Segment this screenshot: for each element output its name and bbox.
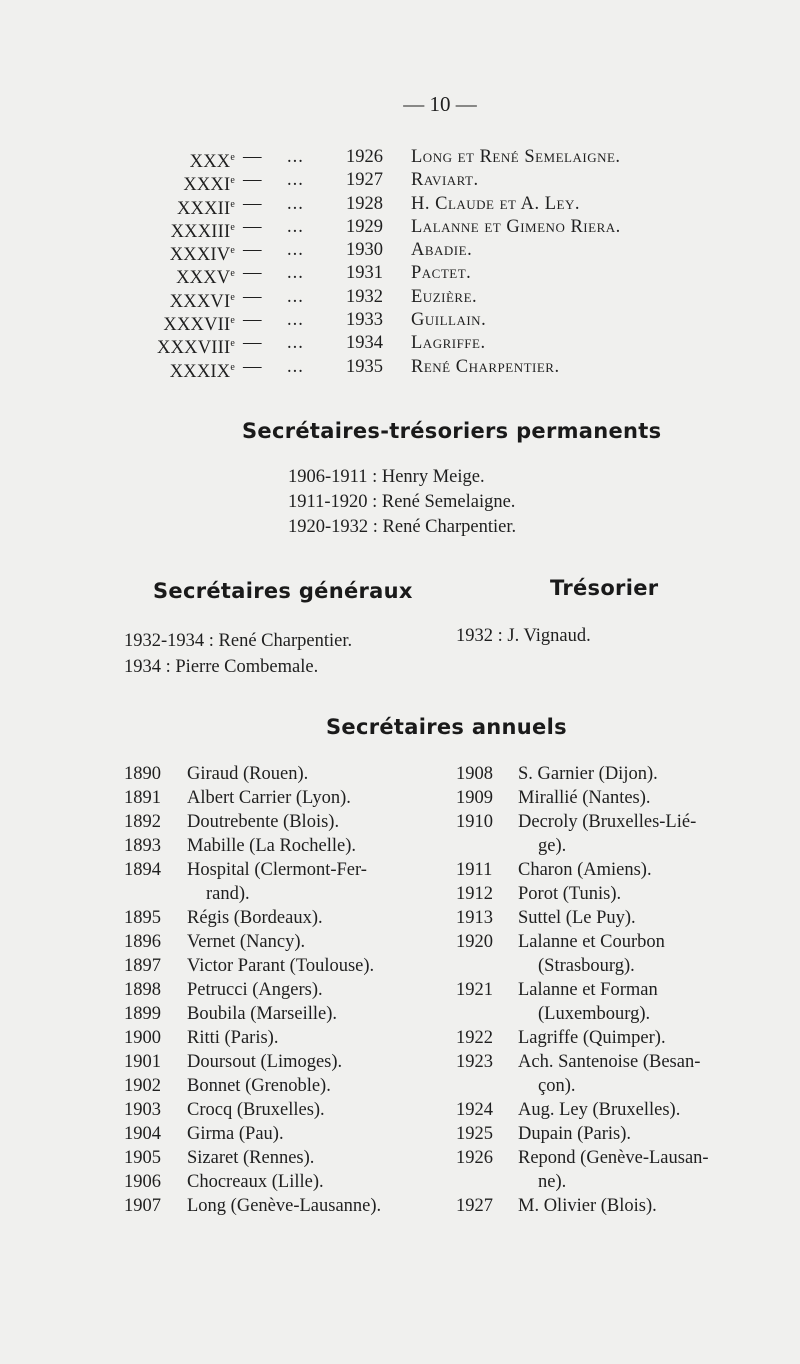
annual-secretary-name: Mirallié (Nantes). xyxy=(518,788,651,808)
annual-secretary-name: Petrucci (Angers). xyxy=(187,980,323,1000)
heading-treasurer: Trésorier xyxy=(550,576,659,600)
annual-secretary-name: Porot (Tunis). xyxy=(518,884,622,904)
annual-secretary-name: çon). xyxy=(538,1076,576,1096)
annual-secretary-row xyxy=(124,786,444,810)
annual-secretary-row xyxy=(456,978,776,1002)
congress-number xyxy=(170,356,235,384)
congress-row xyxy=(0,286,800,312)
congress-dash: — xyxy=(243,263,262,284)
congress-dots: ... xyxy=(287,216,304,237)
annual-secretary-name: Aug. Ley (Bruxelles). xyxy=(518,1100,681,1120)
annual-secretary-name: Suttel (Le Puy). xyxy=(518,908,636,928)
congress-ordinal-suffix: e xyxy=(230,152,235,163)
general-secretaries-list xyxy=(124,628,352,680)
congress-row xyxy=(0,309,800,336)
congress-dots: ... xyxy=(287,147,304,167)
annual-secretary-row xyxy=(456,1002,776,1026)
congress-year: 1934 xyxy=(346,333,383,354)
permanent-secretary-entry: 1906-1911 : Henry Meige. xyxy=(288,467,485,487)
congress-dots: ... xyxy=(287,286,304,307)
congress-dash: — xyxy=(243,170,262,191)
congress-year: 1931 xyxy=(346,263,383,284)
congress-row xyxy=(0,239,800,266)
annual-year: 1890 xyxy=(124,764,161,784)
congress-dots: ... xyxy=(287,193,304,214)
annual-year: 1911 xyxy=(456,860,493,880)
annual-year: 1903 xyxy=(124,1100,161,1120)
annual-secretary-row xyxy=(456,1194,776,1218)
congress-row xyxy=(0,193,800,219)
congress-dash: — xyxy=(243,333,262,354)
congress-roman: XXXVI xyxy=(169,291,231,312)
congress-ordinal-suffix: e xyxy=(230,268,235,280)
annual-secretary-row xyxy=(124,1074,444,1098)
annual-secretary-row xyxy=(456,1050,776,1074)
annual-secretary-name: Chocreaux (Lille). xyxy=(187,1172,324,1192)
congress-roman: XXXV xyxy=(176,268,231,289)
congress-dash: — xyxy=(243,216,262,237)
annual-secretary-row xyxy=(456,954,776,978)
annual-secretary-name: ge). xyxy=(538,836,567,856)
annual-secretary-row xyxy=(456,930,776,954)
congress-roman: XXXIII xyxy=(170,221,231,242)
congress-dash: — xyxy=(243,147,262,167)
congress-dash: — xyxy=(243,286,262,307)
annual-secretary-name: Hospital (Clermont-Fer- xyxy=(187,860,367,880)
congress-roman: XXXI xyxy=(183,175,231,196)
annual-secretary-row xyxy=(124,1194,444,1218)
annual-year: 1900 xyxy=(124,1028,161,1048)
annual-secretary-row xyxy=(124,1122,444,1146)
annual-secretary-row xyxy=(456,1098,776,1122)
annual-year: 1908 xyxy=(456,764,493,784)
annual-year: 1904 xyxy=(124,1124,161,1144)
congress-ordinal-suffix: e xyxy=(230,315,235,327)
annual-secretary-row xyxy=(124,1050,444,1074)
congress-ordinal-suffix: e xyxy=(230,175,235,187)
congress-dots: ... xyxy=(287,170,304,191)
annual-year: 1920 xyxy=(456,932,493,952)
congress-dash: — xyxy=(243,193,262,214)
annual-year: 1925 xyxy=(456,1124,493,1144)
annual-year: 1913 xyxy=(456,908,493,928)
annual-year: 1897 xyxy=(124,956,161,976)
congress-dash: — xyxy=(243,356,262,377)
annual-secretary-row xyxy=(456,858,776,882)
annual-year: 1892 xyxy=(124,812,161,832)
congress-ordinal-suffix: e xyxy=(230,245,235,257)
annual-secretary-row xyxy=(456,906,776,930)
congress-year: 1932 xyxy=(346,286,383,307)
permanent-secretary-entry: 1911-1920 : René Semelaigne. xyxy=(288,492,516,512)
annual-secretary-name: M. Olivier (Blois). xyxy=(518,1196,657,1216)
congress-roman: XXXVIII xyxy=(157,338,231,359)
general-secretary-entry: 1932-1934 : René Charpentier. xyxy=(124,631,353,651)
annual-secretary-name: Albert Carrier (Lyon). xyxy=(187,788,351,808)
annual-secretary-row xyxy=(124,978,444,1002)
annual-secretary-name: Mabille (La Rochelle). xyxy=(187,836,357,856)
congress-year: 1935 xyxy=(346,356,383,377)
congress-row xyxy=(0,332,800,359)
annual-year: 1896 xyxy=(124,932,161,952)
congress-list xyxy=(0,146,800,382)
congress-year: 1928 xyxy=(346,193,383,214)
annual-secretary-name: Ritti (Paris). xyxy=(187,1028,279,1048)
congress-dots: ... xyxy=(287,240,304,261)
annual-secretary-name: Boubila (Marseille). xyxy=(187,1004,338,1024)
congress-ordinal-suffix: e xyxy=(230,291,235,303)
annual-secretary-name: (Luxembourg). xyxy=(538,1004,651,1024)
annual-year: 1921 xyxy=(456,980,493,1000)
annual-secretary-row xyxy=(456,882,776,906)
congress-roman: XXXIV xyxy=(169,245,231,266)
annual-secretary-name: (Strasbourg). xyxy=(538,956,635,976)
annual-secretary-row xyxy=(456,1074,776,1098)
annual-secretary-name: Lalanne et Forman xyxy=(518,980,658,1000)
annual-secretary-row xyxy=(456,1026,776,1050)
annual-secretary-name: Régis (Bordeaux). xyxy=(187,908,323,928)
congress-ordinal-suffix: e xyxy=(230,338,235,350)
annual-year: 1924 xyxy=(456,1100,493,1120)
annual-secretary-name: Giraud (Rouen). xyxy=(187,764,309,784)
annual-secretary-name: rand). xyxy=(206,884,250,904)
annual-secretary-name: Vernet (Nancy). xyxy=(187,932,306,952)
general-secretary-entry: 1934 : Pierre Combemale. xyxy=(124,657,319,677)
annual-year: 1923 xyxy=(456,1052,493,1072)
congress-president: Raviart. xyxy=(411,170,479,191)
congress-president: Abadie. xyxy=(411,240,473,261)
annual-year: 1895 xyxy=(124,908,161,928)
annual-year: 1910 xyxy=(456,812,493,832)
annual-secretary-row xyxy=(124,906,444,930)
annual-secretary-row xyxy=(456,810,776,834)
annual-year: 1893 xyxy=(124,836,161,856)
annual-year: 1906 xyxy=(124,1172,161,1192)
annual-secretary-row xyxy=(124,858,444,882)
congress-roman: XXXII xyxy=(176,198,231,219)
annual-secretary-row xyxy=(124,810,444,834)
annual-year: 1898 xyxy=(124,980,161,1000)
annual-secretary-row xyxy=(456,786,776,810)
congress-row xyxy=(0,262,800,289)
annual-secretary-name: Girma (Pau). xyxy=(187,1124,284,1144)
congress-president: Pactet. xyxy=(411,263,472,284)
annual-secretaries-right-column xyxy=(456,762,776,1218)
annual-year: 1899 xyxy=(124,1004,161,1024)
annual-secretary-row xyxy=(124,954,444,978)
annual-year: 1922 xyxy=(456,1028,493,1048)
page-number: — 10 — xyxy=(403,92,477,116)
congress-president: Euzière. xyxy=(411,286,478,307)
congress-president: H. Claude et A. Ley. xyxy=(411,193,580,214)
annual-year: 1912 xyxy=(456,884,493,904)
congress-dots: ... xyxy=(287,263,304,284)
congress-president: Guillain. xyxy=(411,310,487,331)
annual-secretary-row xyxy=(456,1122,776,1146)
annual-secretary-row xyxy=(124,930,444,954)
congress-president: René Charpentier. xyxy=(411,356,560,377)
annual-secretary-row xyxy=(456,834,776,858)
annual-secretary-name: Sizaret (Rennes). xyxy=(187,1148,315,1168)
congress-dots: ... xyxy=(287,333,304,354)
annual-secretary-row xyxy=(456,1146,776,1170)
annual-year: 1905 xyxy=(124,1148,161,1168)
heading-general-secretaries: Secrétaires généraux xyxy=(153,579,413,603)
permanent-secretary-entry: 1920-1932 : René Charpentier. xyxy=(288,517,517,537)
annual-secretary-row xyxy=(124,1098,444,1122)
congress-ordinal-suffix: e xyxy=(230,198,235,210)
congress-roman: XXXVII xyxy=(163,315,231,336)
congress-row xyxy=(0,216,800,242)
annual-year: 1894 xyxy=(124,860,161,880)
congress-row xyxy=(0,146,800,172)
annual-secretary-name: Charon (Amiens). xyxy=(518,860,652,880)
congress-dash: — xyxy=(243,310,262,331)
annual-secretary-row xyxy=(456,762,776,786)
annual-secretary-row xyxy=(124,1026,444,1050)
treasurer-entry: 1932 : J. Vignaud. xyxy=(456,626,591,646)
annual-year: 1907 xyxy=(124,1196,161,1216)
annual-secretary-name: Long (Genève-Lausanne). xyxy=(187,1196,382,1216)
annual-year: 1901 xyxy=(124,1052,161,1072)
annual-year: 1891 xyxy=(124,788,161,808)
congress-ordinal-suffix: e xyxy=(230,361,235,373)
congress-year: 1926 xyxy=(346,147,383,167)
congress-year: 1929 xyxy=(346,216,383,237)
heading-permanent-secretaries: Secrétaires-trésoriers permanents xyxy=(242,419,662,443)
annual-secretary-name: Doutrebente (Blois). xyxy=(187,812,340,832)
annual-secretary-row xyxy=(124,1002,444,1026)
congress-year: 1927 xyxy=(346,170,383,191)
annual-year: 1909 xyxy=(456,788,493,808)
annual-secretary-name: Lagriffe (Quimper). xyxy=(518,1028,666,1048)
permanent-secretaries-list xyxy=(288,465,516,540)
annual-secretary-name: Repond (Genève-Lausan- xyxy=(518,1148,709,1168)
congress-ordinal-suffix: e xyxy=(230,221,235,233)
annual-secretary-name: Bonnet (Grenoble). xyxy=(187,1076,331,1096)
annual-secretaries-left-column xyxy=(124,762,444,1218)
congress-row xyxy=(0,169,800,196)
annual-secretary-name: Doursout (Limoges). xyxy=(187,1052,343,1072)
annual-secretary-row xyxy=(124,762,444,786)
annual-secretary-name: Decroly (Bruxelles-Lié- xyxy=(518,812,697,832)
annual-secretary-row xyxy=(124,834,444,858)
congress-president: Long et René Semelaigne. xyxy=(411,147,621,167)
annual-year: 1927 xyxy=(456,1196,493,1216)
congress-dots: ... xyxy=(287,310,304,331)
annual-secretary-name: Ach. Santenoise (Besan- xyxy=(518,1052,701,1072)
annual-secretary-row xyxy=(124,882,444,906)
annual-secretary-row xyxy=(124,1146,444,1170)
annual-secretary-name: Crocq (Bruxelles). xyxy=(187,1100,325,1120)
annual-year: 1926 xyxy=(456,1148,493,1168)
congress-president: Lagriffe. xyxy=(411,333,486,354)
congress-roman: XXXIX xyxy=(169,361,231,382)
treasurer-list xyxy=(456,623,591,649)
annual-secretary-row xyxy=(124,1170,444,1194)
annual-secretary-row xyxy=(456,1170,776,1194)
annual-secretary-name: Victor Parant (Toulouse). xyxy=(187,956,375,976)
congress-row xyxy=(0,356,800,382)
congress-year: 1930 xyxy=(346,240,383,261)
congress-year: 1933 xyxy=(346,310,383,331)
congress-dash: — xyxy=(243,240,262,261)
congress-dots: ... xyxy=(287,356,304,377)
heading-annual-secretaries: Secrétaires annuels xyxy=(326,715,567,739)
annual-secretary-name: Lalanne et Courbon xyxy=(518,932,665,952)
annual-secretary-name: Dupain (Paris). xyxy=(518,1124,632,1144)
annual-year: 1902 xyxy=(124,1076,161,1096)
congress-president: Lalanne et Gimeno Riera. xyxy=(411,216,621,237)
congress-roman: XXX xyxy=(189,152,231,172)
annual-secretary-name: ne). xyxy=(538,1172,567,1192)
annual-secretary-name: S. Garnier (Dijon). xyxy=(518,764,658,784)
